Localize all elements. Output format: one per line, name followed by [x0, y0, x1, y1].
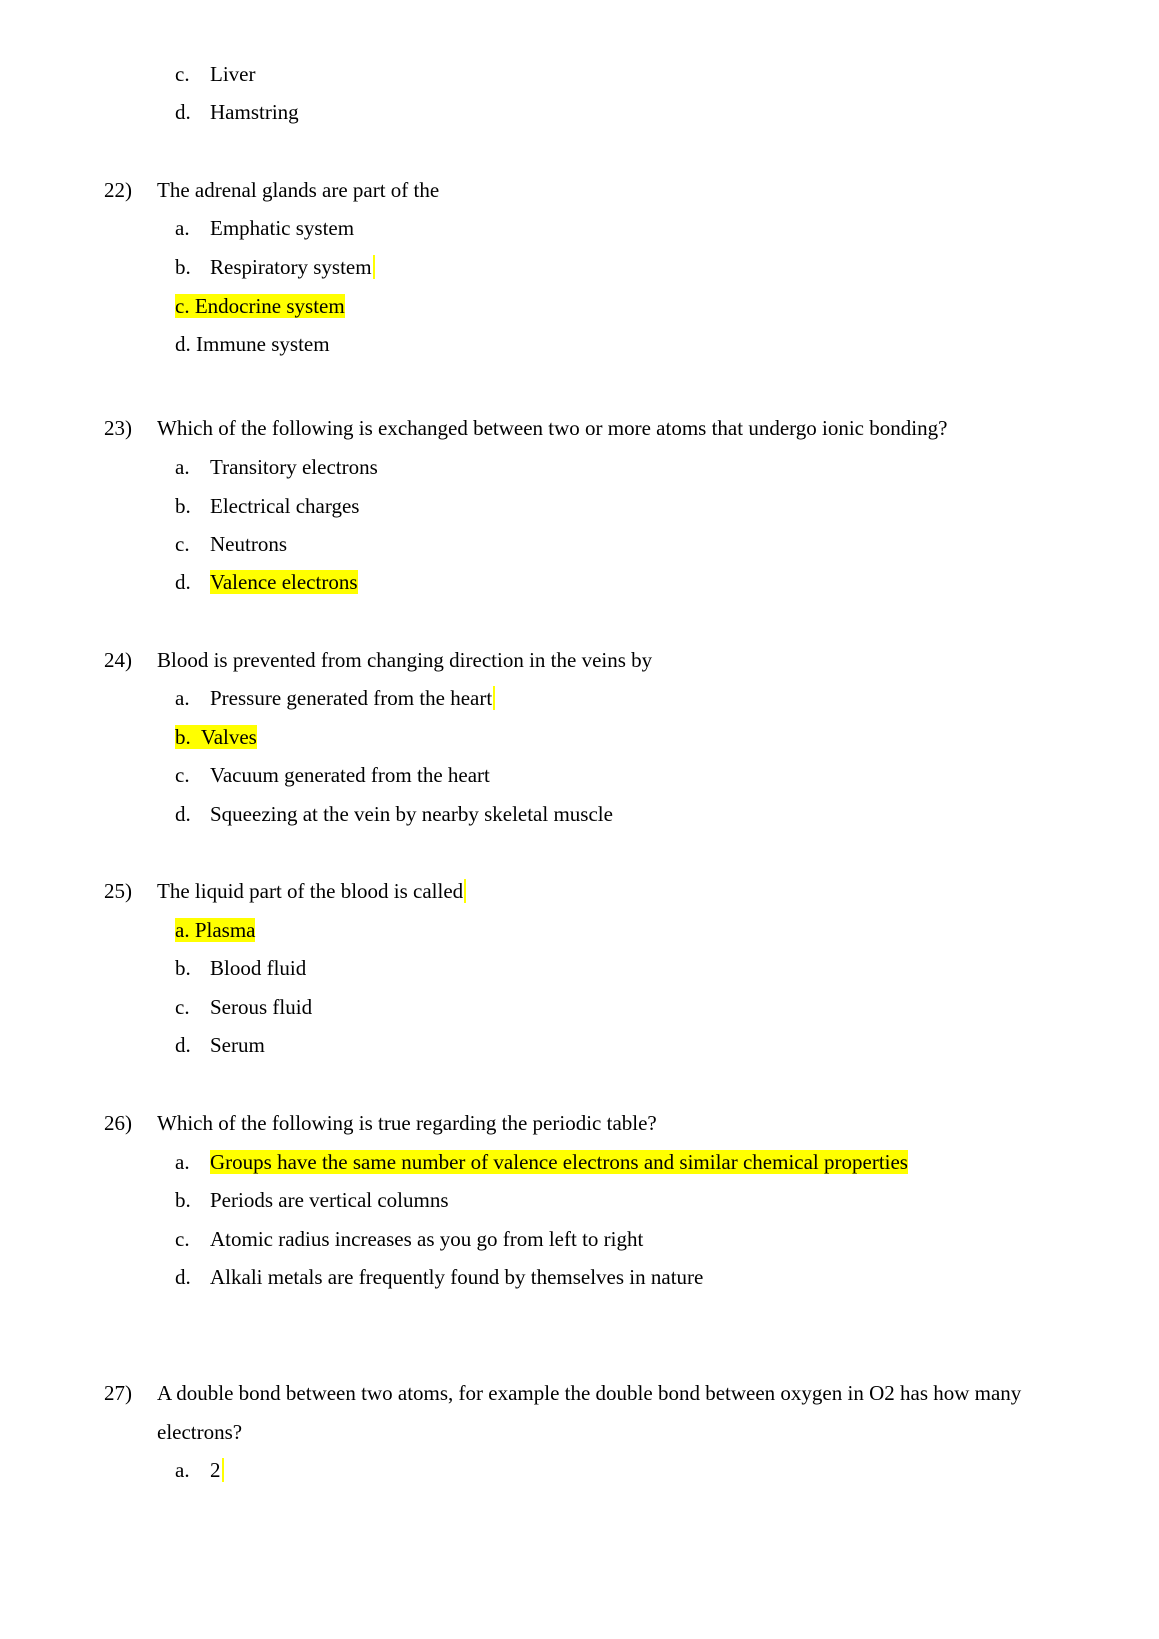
highlight-mark — [222, 1458, 224, 1482]
option-letter: d. — [175, 570, 191, 594]
option-text: Pressure generated from the heart — [210, 686, 495, 710]
option-letter: c. — [175, 1227, 190, 1251]
option-text: Respiratory system — [210, 255, 375, 279]
option-text: b. Valves — [175, 725, 257, 749]
highlight-mark — [464, 879, 466, 903]
question-number: 27) — [104, 1381, 132, 1405]
option-letter: a. — [175, 686, 190, 710]
option-text: d. Immune system — [175, 332, 330, 356]
option-text: Vacuum generated from the heart — [210, 763, 490, 787]
option-letter: d. — [175, 802, 191, 826]
option-text: Groups have the same number of valence electrons and similar chemical properties — [210, 1150, 908, 1174]
option-letter: d. — [175, 100, 191, 124]
option-letter: a. — [175, 1458, 190, 1482]
question-number: 22) — [104, 178, 132, 202]
question-text: The adrenal glands are part of the — [157, 178, 440, 202]
option-letter: d. — [175, 1265, 191, 1289]
question-text: A double bond between two atoms, for example the double bond between oxygen in O2 has how many — [157, 1381, 1022, 1405]
question-text: Which of the following is true regarding the periodic table? — [157, 1111, 657, 1135]
option-letter: b. — [175, 956, 191, 980]
question-text: The liquid part of the blood is called — [157, 879, 466, 903]
option-text: Emphatic system — [210, 216, 355, 240]
option-text: Neutrons — [210, 532, 287, 556]
option-text: Periods are vertical columns — [210, 1188, 449, 1212]
option-text: Valence electrons — [210, 570, 358, 594]
option-text: a. Plasma — [175, 918, 256, 942]
option-text: c. Endocrine system — [175, 294, 345, 318]
question-text: Blood is prevented from changing direction in the veins by — [157, 648, 653, 672]
question-text-continued: electrons? — [157, 1420, 243, 1444]
option-text: Serous fluid — [210, 995, 313, 1019]
option-text: Electrical charges — [210, 494, 360, 518]
option-letter: b. — [175, 1188, 191, 1212]
option-text: Blood fluid — [210, 956, 307, 980]
option-letter: c. — [175, 995, 190, 1019]
question-number: 23) — [104, 416, 132, 440]
option-text: Hamstring — [210, 100, 299, 124]
option-letter: b. — [175, 255, 191, 279]
option-text: Squeezing at the vein by nearby skeletal muscle — [210, 802, 613, 826]
option-letter: a. — [175, 216, 190, 240]
option-text: 2 — [210, 1458, 224, 1482]
option-text: Serum — [210, 1033, 265, 1057]
question-number: 25) — [104, 879, 132, 903]
option-letter: a. — [175, 455, 190, 479]
question-number: 26) — [104, 1111, 132, 1135]
option-text: Atomic radius increases as you go from left to right — [210, 1227, 644, 1251]
option-text: Transitory electrons — [210, 455, 378, 479]
option-text: Liver — [210, 62, 256, 86]
option-letter: d. — [175, 1033, 191, 1057]
option-letter: b. — [175, 494, 191, 518]
question-number: 24) — [104, 648, 132, 672]
highlight-mark — [373, 255, 375, 279]
option-text: Alkali metals are frequently found by themselves in nature — [210, 1265, 704, 1289]
option-letter: c. — [175, 532, 190, 556]
question-text: Which of the following is exchanged between two or more atoms that undergo ionic bonding? — [157, 416, 948, 440]
option-letter: c. — [175, 62, 190, 86]
option-letter: a. — [175, 1150, 190, 1174]
highlight-mark — [493, 686, 495, 710]
option-letter: c. — [175, 763, 190, 787]
